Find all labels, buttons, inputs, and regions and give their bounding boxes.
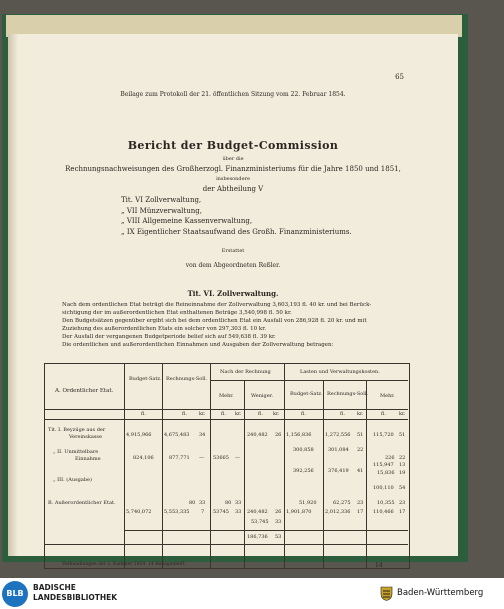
total-cell: 33 [235, 509, 242, 515]
lion-crest-icon [380, 586, 393, 601]
cell: 80 [189, 500, 196, 506]
total-cell: 1,901,870 [286, 509, 312, 515]
subtitle: Rechnungsnachweisungen des Großherzogl. Finanzministeriums für die Jahre 1850 und 1851, [65, 165, 401, 173]
cell: 1,156,836 [286, 432, 312, 438]
paragraph-line: Die ordentlichen und außerordentlichen Einnahmen und Ausgaben der Zollverwaltung betragen: [62, 342, 334, 348]
col-lasten-mehr: Mehr. [380, 393, 395, 399]
unit-kr: kr. [235, 411, 242, 417]
total-cell: 26 [275, 509, 282, 515]
title-item: „ IX Eigentlicher Staatsaufwand des Großh. Finanzministeriums. [121, 227, 352, 236]
document-page [8, 34, 458, 569]
cell: 877,771 [169, 455, 190, 461]
cell: 33 [199, 500, 206, 506]
cell: 824,106 [133, 455, 154, 461]
author-line: von dem Abgeordneten Reßler. [185, 262, 281, 269]
row-label: Vereinskasse [69, 434, 102, 440]
unit-kr: kr. [273, 411, 280, 417]
cell: 54 [399, 485, 406, 491]
cell: 51 [357, 432, 364, 438]
cell: 4,915,966 [126, 432, 152, 438]
paragraph-line: Nach dem ordentlichen Etat beträgt die Reineinnahme der Zollverwaltung 3,603,193 fl. 40 kr. und bei Berück- [62, 302, 372, 308]
unit-fl: fl. [258, 411, 263, 417]
unit-fl: fl. [221, 411, 226, 417]
unit-fl: fl. [301, 411, 306, 417]
cell: 300,858 [293, 447, 314, 453]
subtotal-cell: 186,736 [247, 534, 268, 540]
cell: 376,419 [328, 468, 349, 474]
total-cell: 5,740,072 [126, 509, 152, 515]
row-label: „ III. (Ausgabe) [53, 477, 92, 483]
col-rechnungs-soll: Rechnungs-Soll. [166, 376, 208, 382]
col-lasten: Lasten und Verwaltungskosten. [300, 369, 380, 375]
paragraph-line: Der Ausfall der vergangenen Budgetperiode belief sich auf 549,638 fl. 39 kr. [62, 334, 276, 340]
total-cell: 53745 [213, 509, 229, 515]
cell: 100,110 [373, 485, 394, 491]
cell: 19 [399, 470, 406, 476]
row-label: „ II. Unmittelbare [53, 449, 99, 455]
library-name [33, 583, 117, 603]
unit-fl: fl. [182, 411, 187, 417]
page-number: 65 [395, 73, 404, 81]
title-item: Tit. VI Zollverwaltung, [121, 196, 202, 204]
cell: 62,275 [333, 500, 351, 506]
cell: 26 [275, 432, 282, 438]
cell: 115,720 [373, 432, 394, 438]
cell: 22 [357, 447, 364, 453]
cell: 15,836 [377, 470, 395, 476]
total-cell: 17 [399, 509, 406, 515]
title-item: „ VII Münzverwaltung, [121, 206, 202, 215]
unit-kr: kr. [357, 411, 364, 417]
footer-bar [0, 578, 504, 609]
total-cell: 7 [201, 509, 205, 515]
col-nach-der-rechnung: Nach der Rechnung [220, 369, 271, 375]
cell: 115,947 [373, 462, 394, 468]
cell: 1,272,556 [325, 432, 351, 438]
row-label: B. Außerordentlicher Etat. [48, 500, 116, 506]
section-heading: Tit. VI. Zollverwaltung. [187, 289, 279, 298]
cell: 51 [399, 432, 406, 438]
paragraph-line: Zuziehung des außerordentlichen Etats ein solcher von 297,303 fl. 10 kr. [62, 326, 267, 332]
cell: 34 [199, 432, 206, 438]
cell: 226 [385, 455, 395, 461]
cell: 23 [357, 500, 364, 506]
footnote: Verhandlungen der 2. Kammer 1854. 14 Beilagenheft. [62, 562, 186, 567]
erstattet: Erstattet [221, 248, 245, 254]
cell: 10,355 [377, 500, 395, 506]
title-list [121, 195, 352, 237]
col-budget-satz: Budget-Satz. [129, 376, 162, 382]
cell: 23 [399, 500, 406, 506]
title-item: „ VIII Allgemeine Kassenverwaltung, [121, 217, 253, 225]
col-mehr: Mehr. [219, 393, 234, 399]
cell: 392,256 [293, 468, 314, 474]
cell: 53665 [213, 455, 229, 461]
cell: 13 [399, 462, 406, 468]
total-cell: 17 [357, 509, 364, 515]
col-label: A. Ordentlicher Etat. [55, 388, 114, 394]
total-cell: 110,466 [373, 509, 394, 515]
paragraph-line: sichtigung der im außerordentlichen Etat enthaltenen Beträge 3,540,998 fl. 50 kr. [62, 310, 292, 316]
cell: 33 [235, 500, 242, 506]
cell: 41 [357, 468, 364, 474]
state-name: Baden-Württemberg [397, 588, 484, 598]
unit-fl: fl. [141, 411, 146, 417]
col-lasten-budget: Budget-Satz. [290, 391, 323, 397]
cell: 51,920 [299, 500, 317, 506]
unit-fl: fl. [340, 411, 345, 417]
cell: 80 [225, 500, 232, 506]
unit-kr: kr. [399, 411, 406, 417]
signature-number: 14 [375, 562, 383, 569]
cell: 301,084 [328, 447, 349, 453]
protocol-line: Beilage zum Protokoll der 21. öffentlichen Sitzung vom 22. Februar 1854. [120, 91, 346, 98]
subtotal-cell: 53,745 [251, 519, 269, 525]
abtheilung: der Abtheilung V [202, 185, 264, 193]
blb-logo[interactable]: BLB [2, 581, 28, 607]
col-weniger: Weniger. [251, 393, 274, 399]
unit-kr: kr. [199, 411, 206, 417]
insbesondere: insbesondere [216, 176, 250, 182]
row-label: Tit. I. Beyzüge aus der [48, 427, 106, 433]
library-name-line: LANDESBIBLIOTHEK [33, 593, 118, 602]
cell: — [199, 455, 204, 461]
subtotal-cell: 53 [275, 534, 282, 540]
cell: — [235, 455, 240, 461]
total-cell: 240,482 [247, 509, 268, 515]
paragraph-line: Den Budgetsätzen gegenüber ergibt sich bei dem ordentlichen Etat ein Ausfall von 286,928 fl. 20 kr. und mit [62, 318, 367, 324]
page-title: Bericht der Budget-Commission [127, 139, 339, 152]
library-name-line: BADISCHE [33, 583, 76, 592]
body-text [62, 301, 422, 349]
subtotal-cell: 33 [275, 519, 282, 525]
total-cell: 5,553,335 [164, 509, 190, 515]
row-label: Einnahme [75, 456, 101, 462]
cell: 240,482 [247, 432, 268, 438]
cell: 4,675,483 [164, 432, 190, 438]
total-cell: 2,012,336 [325, 509, 351, 515]
cell: 22 [399, 455, 406, 461]
budget-table [44, 363, 410, 569]
col-lasten-soll: Rechnungs-Soll. [327, 391, 369, 397]
unit-fl: fl. [381, 411, 386, 417]
ueber-die: über die [222, 156, 244, 162]
